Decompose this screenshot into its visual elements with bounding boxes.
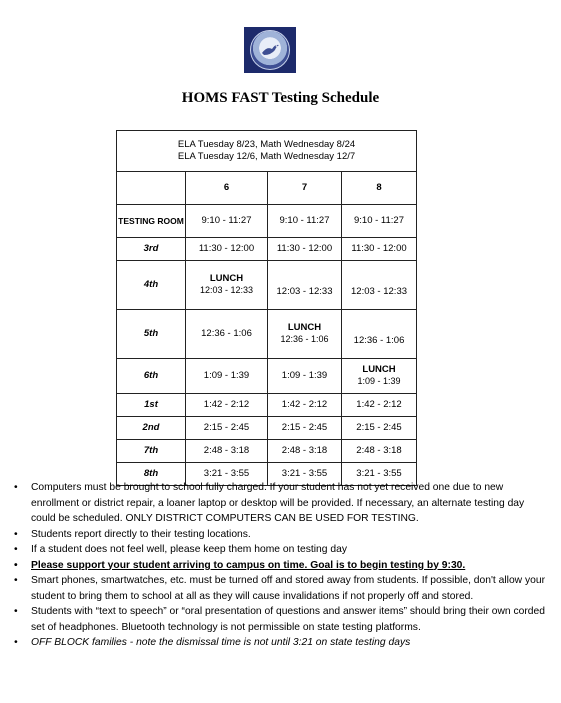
note-item-italic: • OFF BLOCK families - note the dismissal time is not until 3:21 on state testing days <box>10 635 550 651</box>
time-cell: 2:48 - 3:18 <box>342 440 417 463</box>
corner-cell <box>117 172 186 205</box>
note-item: • Students report directly to their testing locations. <box>10 527 550 543</box>
school-logo <box>244 27 296 73</box>
time-cell: 1:42 - 2:12 <box>186 394 268 417</box>
table-row <box>117 310 417 359</box>
test-dates-line: ELA Tuesday 8/23, Math Wednesday 8/24 <box>177 139 356 151</box>
school-seal-icon <box>250 30 290 70</box>
lunch-label: LUNCH <box>209 273 244 285</box>
grade-header-row <box>117 172 417 205</box>
note-item: • If a student does not feel well, please keep them home on testing day <box>10 542 550 558</box>
grade-header: 8 <box>342 172 417 205</box>
time-cell: 2:15 - 2:45 <box>268 417 342 440</box>
grade-header: 6 <box>186 172 268 205</box>
table-row <box>117 359 417 394</box>
lunch-cell <box>186 261 268 310</box>
time-cell: 3:21 - 3:55 <box>186 463 268 486</box>
time-cell: 9:10 - 11:27 <box>268 205 342 238</box>
grade-header: 7 <box>268 172 342 205</box>
time-cell: 1:09 - 1:39 <box>268 359 342 394</box>
lunch-time: 1:09 - 1:39 <box>357 376 401 387</box>
time-cell: 12:03 - 12:33 <box>342 261 417 310</box>
note-item: • Computers must be brought to school fully charged. If your student has not yet received one due to new enrollment or district repair, a loaner laptop or desktop will be provided. If necessary, an alternate testing day could be scheduled. ONLY DISTRICT COMPUTERS CAN BE USED FOR TESTING. <box>10 480 550 527</box>
period-label: 1st <box>117 394 186 417</box>
table-row <box>117 238 417 261</box>
note-item: • Students with “text to speech” or “oral presentation of questions and answer items” should bring their own corded set of headphones. Bluetooth technology is not permissible on state testing platforms. <box>10 604 550 635</box>
note-item-emphasis: • Please support your student arriving to campus on time. Goal is to begin testing by 9:30. <box>10 558 550 574</box>
time-cell: 9:10 - 11:27 <box>186 205 268 238</box>
lunch-cell <box>268 310 342 359</box>
lunch-label: LUNCH <box>287 322 322 334</box>
test-dates-cell <box>117 131 417 172</box>
period-label: TESTING ROOM <box>117 205 186 238</box>
table-row <box>117 417 417 440</box>
time-cell: 11:30 - 12:00 <box>268 238 342 261</box>
period-label: 8th <box>117 463 186 486</box>
time-cell: 2:15 - 2:45 <box>186 417 268 440</box>
time-cell: 2:48 - 3:18 <box>186 440 268 463</box>
time-cell: 1:42 - 2:12 <box>268 394 342 417</box>
period-label: 5th <box>117 310 186 359</box>
note-item: • Smart phones, smartwatches, etc. must be turned off and stored away from students. If possible, don't allow your student to bring them to school at all as they will cause invalidations if not properly off and stored. <box>10 573 550 604</box>
table-row <box>117 261 417 310</box>
time-cell: 2:15 - 2:45 <box>342 417 417 440</box>
notes-list <box>10 480 550 651</box>
lunch-cell <box>342 359 417 394</box>
time-cell: 12:36 - 1:06 <box>186 310 268 359</box>
time-cell: 11:30 - 12:00 <box>342 238 417 261</box>
period-label: 4th <box>117 261 186 310</box>
time-cell: 12:36 - 1:06 <box>342 310 417 359</box>
time-cell: 9:10 - 11:27 <box>342 205 417 238</box>
period-label: 7th <box>117 440 186 463</box>
time-cell: 2:48 - 3:18 <box>268 440 342 463</box>
table-row <box>117 394 417 417</box>
period-label: 2nd <box>117 417 186 440</box>
page-title: HOMS FAST Testing Schedule <box>181 90 380 106</box>
time-cell: 1:42 - 2:12 <box>342 394 417 417</box>
test-dates-line: ELA Tuesday 12/6, Math Wednesday 12/7 <box>177 151 356 162</box>
period-label: 6th <box>117 359 186 394</box>
table-header-row <box>117 131 417 172</box>
table-row <box>117 440 417 463</box>
lunch-time: 12:03 - 12:33 <box>199 285 254 296</box>
table-row <box>117 205 417 238</box>
time-cell: 12:03 - 12:33 <box>268 261 342 310</box>
time-cell: 11:30 - 12:00 <box>186 238 268 261</box>
time-cell: 1:09 - 1:39 <box>186 359 268 394</box>
time-cell: 3:21 - 3:55 <box>268 463 342 486</box>
testing-schedule-table <box>116 130 417 486</box>
lunch-label: LUNCH <box>362 364 396 376</box>
time-cell: 3:21 - 3:55 <box>342 463 417 486</box>
period-label: 3rd <box>117 238 186 261</box>
lunch-time: 12:36 - 1:06 <box>280 334 329 345</box>
